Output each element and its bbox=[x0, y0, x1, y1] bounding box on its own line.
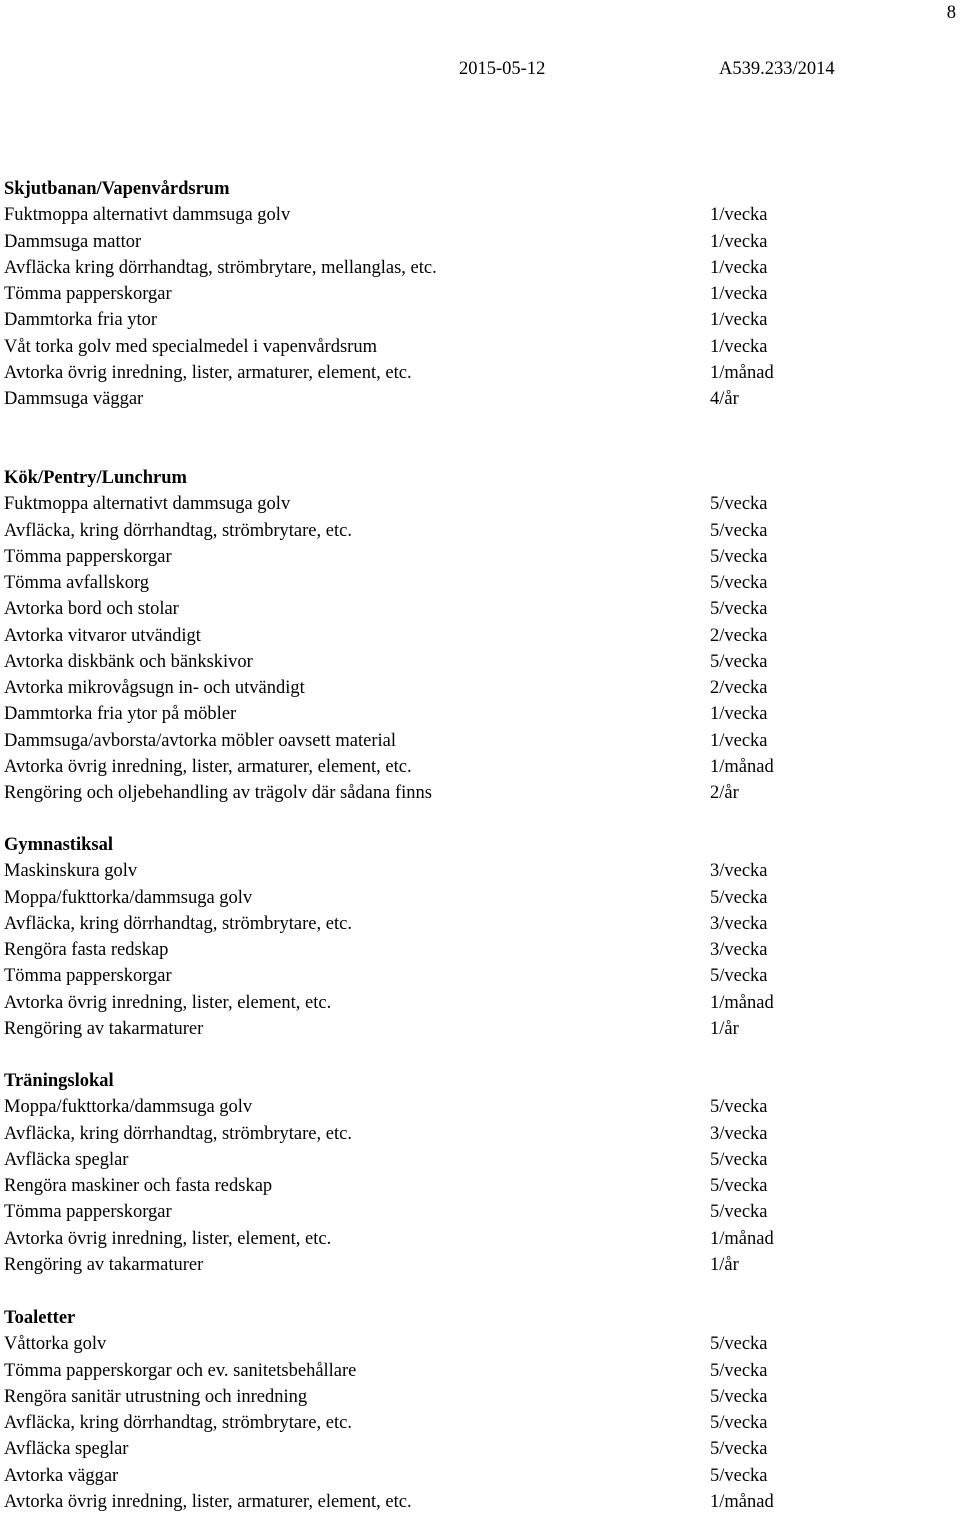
task-row bbox=[4, 780, 884, 806]
task-row bbox=[4, 334, 884, 360]
task-row bbox=[4, 623, 884, 649]
task-row bbox=[4, 649, 884, 675]
task-description: Avfläcka speglar bbox=[4, 1149, 129, 1170]
task-row bbox=[4, 1199, 884, 1225]
task-description: Fuktmoppa alternativt dammsuga golv bbox=[4, 494, 291, 515]
task-frequency: 5/vecka bbox=[710, 1334, 768, 1355]
task-frequency: 1/månad bbox=[710, 1228, 774, 1249]
task-frequency: 2/vecka bbox=[710, 678, 768, 698]
task-frequency: 4/år bbox=[710, 389, 739, 409]
task-frequency: 1/år bbox=[710, 1254, 739, 1275]
task-row bbox=[4, 518, 884, 544]
task-row bbox=[4, 963, 884, 989]
task-row bbox=[4, 701, 884, 727]
task-description: Avtorka mikrovågsugn in- och utvändigt bbox=[4, 678, 305, 698]
task-frequency: 5/vecka bbox=[710, 1149, 768, 1170]
task-frequency: 5/vecka bbox=[710, 1439, 768, 1460]
task-list bbox=[4, 1094, 884, 1278]
task-frequency: 5/vecka bbox=[710, 1360, 768, 1381]
task-row bbox=[4, 728, 884, 754]
task-frequency: 5/vecka bbox=[710, 651, 768, 672]
task-description: Avtorka övrig inredning, lister, armaturer, element, etc. bbox=[4, 1491, 412, 1512]
task-description: Avtorka diskbänk och bänkskivor bbox=[4, 651, 253, 672]
task-row bbox=[4, 1463, 884, 1489]
task-description: Maskinskura golv bbox=[4, 861, 138, 882]
task-frequency: 1/månad bbox=[710, 362, 774, 383]
task-description: Rengöring och oljebehandling av trägolv där sådana finns bbox=[4, 783, 432, 803]
task-row bbox=[4, 1489, 884, 1515]
task-frequency: 5/vecka bbox=[710, 966, 768, 987]
task-description: Rengöring av takarmaturer bbox=[4, 1254, 204, 1275]
task-row bbox=[4, 1436, 884, 1462]
task-description: Rengöra sanitär utrustning och inredning bbox=[4, 1386, 308, 1407]
task-description: Dammtorka fria ytor på möbler bbox=[4, 704, 237, 725]
task-frequency: 5/vecka bbox=[710, 1202, 768, 1223]
task-frequency: 5/vecka bbox=[710, 599, 768, 620]
task-list bbox=[4, 202, 884, 412]
task-description: Rengöra fasta redskap bbox=[4, 940, 169, 960]
section-gymnastiksal bbox=[4, 832, 884, 1042]
task-list bbox=[4, 491, 884, 806]
task-frequency: 1/månad bbox=[710, 756, 774, 777]
document-reference: A539.233/2014 bbox=[719, 59, 835, 79]
task-description: Avtorka övrig inredning, lister, element, etc. bbox=[4, 1228, 332, 1249]
task-description: Tömma papperskorgar bbox=[4, 284, 172, 304]
task-description: Avfläcka, kring dörrhandtag, strömbrytare, etc. bbox=[4, 913, 352, 934]
task-frequency: 3/vecka bbox=[710, 913, 768, 934]
task-description: Avtorka övrig inredning, lister, element, etc. bbox=[4, 992, 332, 1013]
task-row bbox=[4, 937, 884, 963]
task-row bbox=[4, 360, 884, 386]
task-description: Rengöra maskiner och fasta redskap bbox=[4, 1176, 273, 1196]
task-frequency: 1/vecka bbox=[710, 704, 768, 725]
task-row bbox=[4, 202, 884, 228]
task-frequency: 2/vecka bbox=[710, 625, 768, 646]
task-row bbox=[4, 307, 884, 333]
task-frequency: 1/vecka bbox=[710, 336, 768, 357]
task-description: Fuktmoppa alternativt dammsuga golv bbox=[4, 205, 291, 226]
task-frequency: 1/vecka bbox=[710, 257, 768, 278]
task-frequency: 5/vecka bbox=[710, 1386, 768, 1407]
task-frequency: 1/vecka bbox=[710, 231, 768, 252]
task-description: Dammsuga mattor bbox=[4, 231, 142, 252]
task-row bbox=[4, 491, 884, 517]
task-frequency: 1/vecka bbox=[710, 310, 768, 331]
task-frequency: 1/månad bbox=[710, 992, 774, 1013]
task-description: Avtorka övrig inredning, lister, armaturer, element, etc. bbox=[4, 362, 412, 383]
task-description: Dammtorka fria ytor bbox=[4, 310, 158, 331]
task-frequency: 1/vecka bbox=[710, 205, 768, 226]
task-frequency: 3/vecka bbox=[710, 861, 768, 882]
task-frequency: 5/vecka bbox=[710, 1465, 768, 1486]
task-description: Avtorka bord och stolar bbox=[4, 599, 179, 620]
task-description: Moppa/fukttorka/dammsuga golv bbox=[4, 887, 253, 908]
task-description: Dammsuga väggar bbox=[4, 389, 144, 409]
task-row bbox=[4, 990, 884, 1016]
task-row bbox=[4, 885, 884, 911]
document-date: 2015-05-12 bbox=[459, 59, 546, 79]
section-title: Gymnastiksal bbox=[4, 835, 113, 855]
task-description: Avfläcka, kring dörrhandtag, strömbrytare, etc. bbox=[4, 1413, 352, 1433]
task-frequency: 1/vecka bbox=[710, 284, 768, 304]
task-frequency: 1/år bbox=[710, 1018, 739, 1039]
task-row bbox=[4, 1410, 884, 1436]
section-title: Kök/Pentry/Lunchrum bbox=[4, 468, 187, 488]
task-row bbox=[4, 544, 884, 570]
task-frequency: 5/vecka bbox=[710, 887, 768, 908]
task-row bbox=[4, 1226, 884, 1252]
section-toaletter bbox=[4, 1305, 884, 1515]
task-frequency: 5/vecka bbox=[710, 573, 768, 593]
task-row bbox=[4, 1094, 884, 1120]
page-number: 8 bbox=[946, 3, 956, 23]
task-frequency: 5/vecka bbox=[710, 1097, 768, 1118]
task-description: Rengöring av takarmaturer bbox=[4, 1018, 204, 1039]
task-row bbox=[4, 1252, 884, 1278]
task-frequency: 5/vecka bbox=[710, 520, 768, 541]
task-frequency: 5/vecka bbox=[710, 1413, 768, 1433]
task-description: Våttorka golv bbox=[4, 1334, 107, 1355]
task-row bbox=[4, 754, 884, 780]
section-skjutbanan bbox=[4, 176, 884, 412]
section-traningslokal bbox=[4, 1068, 884, 1278]
task-row bbox=[4, 1121, 884, 1147]
task-description: Tömma papperskorgar bbox=[4, 1202, 172, 1223]
task-description: Avfläcka, kring dörrhandtag, strömbrytare, etc. bbox=[4, 520, 352, 541]
task-description: Moppa/fukttorka/dammsuga golv bbox=[4, 1097, 253, 1118]
task-description: Tömma papperskorgar bbox=[4, 546, 172, 567]
section-title: Träningslokal bbox=[4, 1071, 114, 1091]
task-row bbox=[4, 570, 884, 596]
task-description: Avtorka vitvaror utvändigt bbox=[4, 625, 201, 646]
section-title: Skjutbanan/Vapenvårdsrum bbox=[4, 179, 230, 199]
task-frequency: 3/vecka bbox=[710, 1123, 768, 1144]
task-frequency: 1/månad bbox=[710, 1491, 774, 1512]
task-row bbox=[4, 858, 884, 884]
task-row bbox=[4, 1173, 884, 1199]
task-description: Avfläcka, kring dörrhandtag, strömbrytare, etc. bbox=[4, 1123, 352, 1144]
task-row bbox=[4, 911, 884, 937]
task-row bbox=[4, 281, 884, 307]
task-frequency: 5/vecka bbox=[710, 546, 768, 567]
task-row bbox=[4, 1384, 884, 1410]
task-frequency: 2/år bbox=[710, 783, 739, 803]
task-frequency: 3/vecka bbox=[710, 940, 768, 960]
section-title: Toaletter bbox=[4, 1308, 76, 1328]
task-description: Avfläcka kring dörrhandtag, strömbrytare, mellanglas, etc. bbox=[4, 257, 437, 278]
task-row bbox=[4, 1016, 884, 1042]
task-frequency: 1/vecka bbox=[710, 730, 768, 751]
task-row bbox=[4, 229, 884, 255]
task-row bbox=[4, 1331, 884, 1357]
task-frequency: 5/vecka bbox=[710, 1176, 768, 1196]
section-kok-pentry-lunchrum bbox=[4, 465, 884, 806]
task-row bbox=[4, 596, 884, 622]
task-row bbox=[4, 675, 884, 701]
task-description: Avtorka övrig inredning, lister, armaturer, element, etc. bbox=[4, 756, 412, 777]
task-description: Våt torka golv med specialmedel i vapenvårdsrum bbox=[4, 336, 377, 357]
task-row bbox=[4, 386, 884, 412]
task-frequency: 5/vecka bbox=[710, 494, 768, 515]
task-description: Tömma papperskorgar bbox=[4, 966, 172, 987]
task-row bbox=[4, 1147, 884, 1173]
task-row bbox=[4, 1358, 884, 1384]
task-description: Tömma papperskorgar och ev. sanitetsbehållare bbox=[4, 1360, 357, 1381]
task-description: Dammsuga/avborsta/avtorka möbler oavsett material bbox=[4, 730, 396, 751]
task-description: Avtorka väggar bbox=[4, 1465, 119, 1486]
task-list bbox=[4, 858, 884, 1042]
task-description: Tömma avfallskorg bbox=[4, 573, 150, 593]
task-row bbox=[4, 255, 884, 281]
task-list bbox=[4, 1331, 884, 1515]
task-description: Avfläcka speglar bbox=[4, 1439, 129, 1460]
